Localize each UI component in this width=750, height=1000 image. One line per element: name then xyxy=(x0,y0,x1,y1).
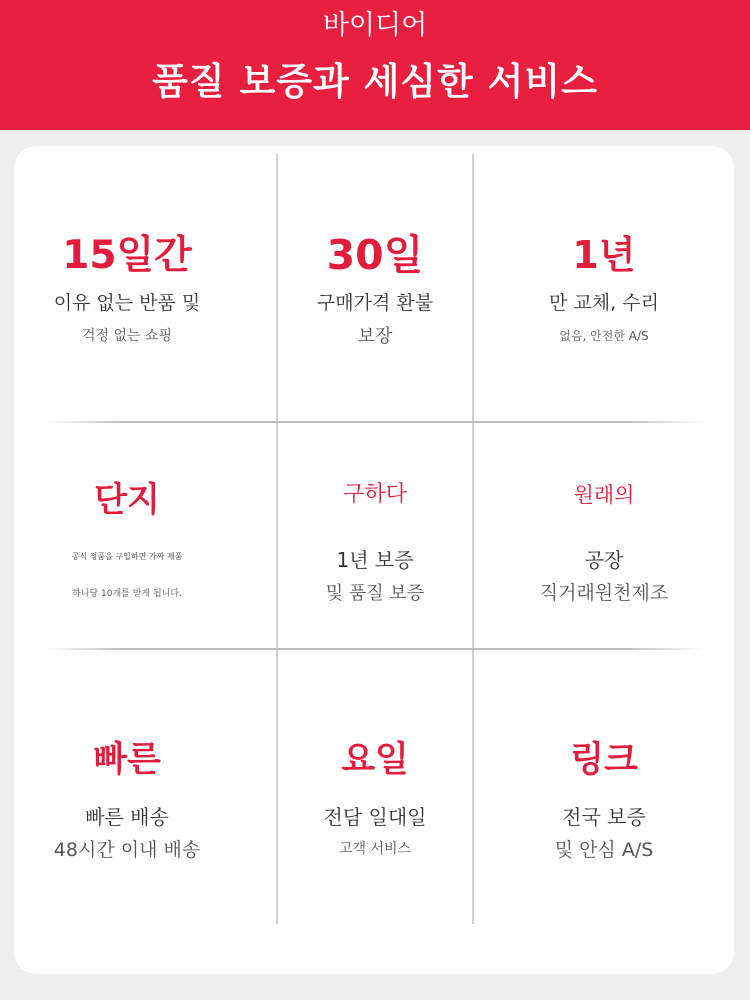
feature-title: 15일간 xyxy=(62,233,192,278)
feature-line1: 공장 xyxy=(584,548,624,572)
feature-cell-delivery xyxy=(14,650,240,974)
feature-cell-genuine xyxy=(14,423,240,648)
feature-title: 링크 xyxy=(570,740,638,780)
feature-title: 빠른 xyxy=(93,740,161,780)
feature-line1: 만 교체, 수리 xyxy=(549,292,659,314)
feature-line1: 1년 보증 xyxy=(336,548,414,572)
feature-title: 30일 xyxy=(326,231,424,279)
feature-line2: 보장 xyxy=(357,326,393,347)
feature-cell-support xyxy=(278,650,472,974)
header-banner xyxy=(0,0,750,130)
feature-cell-warranty xyxy=(278,423,472,648)
feature-line2: 및 품질 보증 xyxy=(325,583,425,604)
guarantee-card xyxy=(14,146,734,974)
feature-line1: 전국 보증 xyxy=(562,805,646,829)
feature-title: 구하다 xyxy=(343,482,407,507)
brand-name: 바이디어 xyxy=(322,10,428,41)
feature-line1: 빠른 배송 xyxy=(85,805,169,829)
feature-cell-nationwide xyxy=(474,650,734,974)
feature-cell-return xyxy=(14,146,240,421)
feature-cell-factory xyxy=(474,423,734,648)
feature-line2: 고객 서비스 xyxy=(338,841,412,857)
feature-cell-exchange xyxy=(474,146,734,421)
feature-line2: 하나당 10개를 받게 됩니다. xyxy=(72,589,182,599)
headline: 품질 보증과 세심한 서비스 xyxy=(152,60,598,103)
feature-line2: 직거래원천제조 xyxy=(539,582,669,604)
feature-title: 1년 xyxy=(572,233,636,277)
feature-title: 요일 xyxy=(341,740,409,780)
feature-line1: 전담 일대일 xyxy=(323,805,427,829)
feature-line1: 구매가격 환불 xyxy=(316,292,434,314)
feature-title: 단지 xyxy=(94,480,160,520)
feature-line2: 걱정 없는 쇼핑 xyxy=(81,328,173,344)
feature-cell-refund xyxy=(278,146,472,421)
feature-line2: 및 안심 A/S xyxy=(554,839,654,861)
feature-line2: 없음, 안전한 A/S xyxy=(559,329,649,343)
feature-line1: 이유 없는 반품 및 xyxy=(53,292,201,314)
feature-line2: 48시간 이내 배송 xyxy=(53,839,201,861)
feature-line1: 공식 정품을 구입하면 가짜 제품 xyxy=(71,552,183,561)
feature-title: 원래의 xyxy=(573,483,635,507)
